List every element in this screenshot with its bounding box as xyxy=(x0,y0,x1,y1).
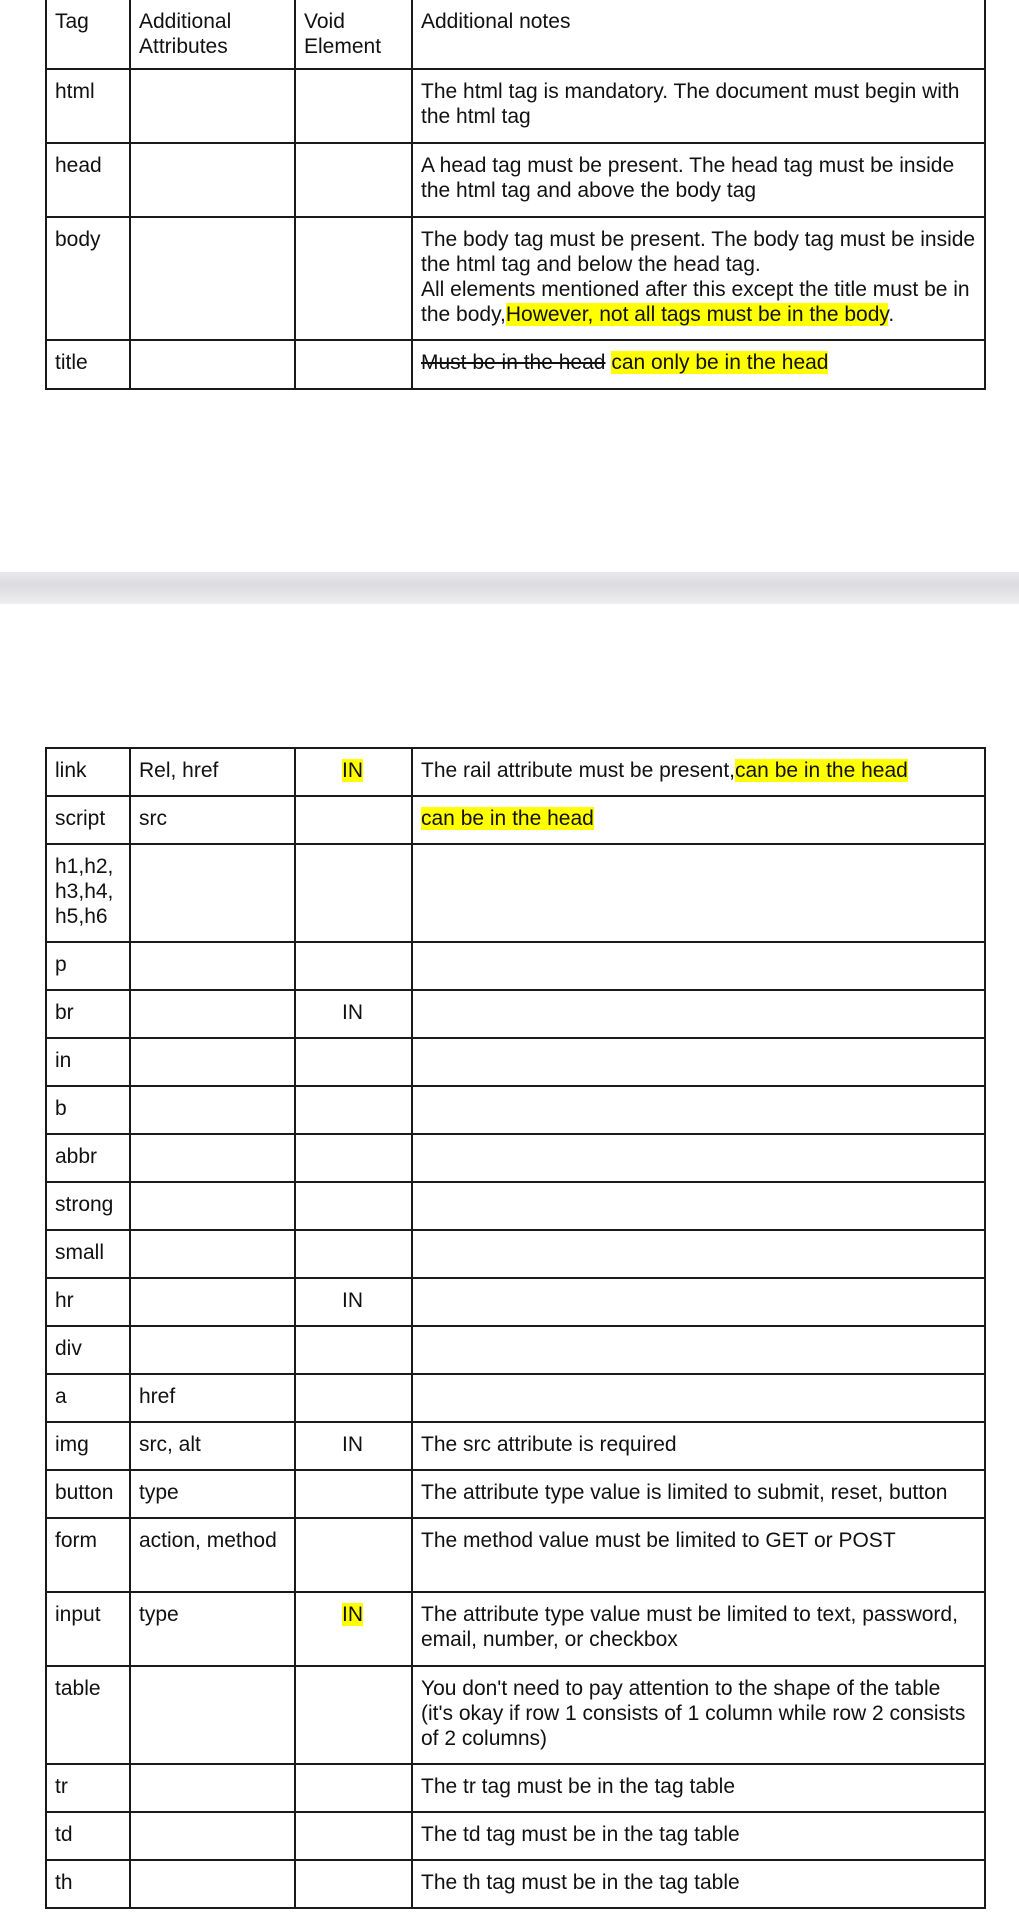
highlighted-note-text: However, not all tags must be in the body xyxy=(505,303,889,326)
header-tag: Tag xyxy=(46,0,130,69)
document-page-bottom xyxy=(0,604,1019,1915)
note-text: . xyxy=(888,303,895,326)
note-text: The tr tag must be in the tag table xyxy=(421,1775,736,1798)
header-additional-attributes: Additional Attributes xyxy=(130,0,295,69)
note-text: The td tag must be in the tag table xyxy=(421,1823,740,1846)
attributes-cell xyxy=(130,1182,295,1230)
void-cell xyxy=(295,990,412,1038)
attributes-cell xyxy=(130,1230,295,1278)
tag-cell: tr xyxy=(46,1764,130,1812)
tag-cell: hr xyxy=(46,1278,130,1326)
table-row xyxy=(46,340,985,389)
note-text: The rail attribute must be present, xyxy=(421,759,735,782)
notes-cell xyxy=(412,1592,985,1666)
tag-cell: input xyxy=(46,1592,130,1666)
table-row xyxy=(46,1470,985,1518)
tag-cell: b xyxy=(46,1086,130,1134)
notes-cell xyxy=(412,217,985,340)
void-cell xyxy=(295,1134,412,1182)
void-cell xyxy=(295,844,412,942)
void-cell xyxy=(295,1278,412,1326)
note-text: You don't need to pay attention to the shape of the table (it's okay if row 1 consists of 1 column while row 2 consists of 2 columns) xyxy=(421,1677,966,1750)
attributes-cell xyxy=(130,1764,295,1812)
attributes-cell: type xyxy=(130,1470,295,1518)
html-tags-table-part-2 xyxy=(45,747,986,1909)
tag-cell: title xyxy=(46,340,130,389)
void-cell xyxy=(295,1592,412,1666)
note-text: All elements mentioned after this except the title must be in the body, xyxy=(421,278,970,326)
notes-cell xyxy=(412,1470,985,1518)
highlighted-note-text: can be in the head xyxy=(421,807,594,830)
highlighted-note-text: can be in the head xyxy=(735,759,908,782)
notes-cell xyxy=(412,1278,985,1326)
table-row xyxy=(46,1038,985,1086)
attributes-cell: src xyxy=(130,796,295,844)
void-element-marker: IN xyxy=(342,1289,363,1312)
table-row xyxy=(46,1812,985,1860)
attributes-cell xyxy=(130,1134,295,1182)
tag-cell: br xyxy=(46,990,130,1038)
note-text: The src attribute is required xyxy=(421,1433,677,1456)
notes-cell xyxy=(412,1230,985,1278)
notes-cell: The html tag is mandatory. The document must begin with the html tag xyxy=(412,69,985,143)
tag-cell: body xyxy=(46,217,130,340)
table-row xyxy=(46,1134,985,1182)
highlighted-note-text: can only be in the head xyxy=(611,351,829,374)
attributes-cell: href xyxy=(130,1374,295,1422)
tag-cell: link xyxy=(46,748,130,796)
table-row xyxy=(46,796,985,844)
header-additional-notes: Additional notes xyxy=(412,0,985,69)
tag-cell: td xyxy=(46,1812,130,1860)
table-row xyxy=(46,1518,985,1592)
tag-cell: abbr xyxy=(46,1134,130,1182)
tag-cell: a xyxy=(46,1374,130,1422)
notes-cell xyxy=(412,796,985,844)
notes-cell xyxy=(412,340,985,389)
notes-cell xyxy=(412,1812,985,1860)
notes-cell xyxy=(412,748,985,796)
table-row xyxy=(46,1278,985,1326)
void-element-marker: IN xyxy=(342,1001,363,1024)
void-cell xyxy=(295,340,412,389)
attributes-cell: type xyxy=(130,1592,295,1666)
notes-cell xyxy=(412,1326,985,1374)
void-cell xyxy=(295,1422,412,1470)
attributes-cell xyxy=(130,1666,295,1764)
void-cell xyxy=(295,1860,412,1908)
void-cell xyxy=(295,1038,412,1086)
table-row xyxy=(46,1374,985,1422)
note-text: The attribute type value must be limited to text, password, email, number, or checkbox xyxy=(421,1603,958,1651)
table-row xyxy=(46,748,985,796)
void-cell xyxy=(295,1518,412,1592)
table-row xyxy=(46,1666,985,1764)
table-row xyxy=(46,844,985,942)
tag-cell: in xyxy=(46,1038,130,1086)
notes-cell xyxy=(412,990,985,1038)
note-text: The body tag must be present. The body tag must be inside the html tag and below the head tag. xyxy=(421,228,976,276)
tag-cell: strong xyxy=(46,1182,130,1230)
void-cell xyxy=(295,748,412,796)
attributes-cell: src, alt xyxy=(130,1422,295,1470)
void-cell xyxy=(295,1086,412,1134)
attributes-cell xyxy=(130,1812,295,1860)
attributes-cell xyxy=(130,1860,295,1908)
attributes-cell xyxy=(130,942,295,990)
void-cell xyxy=(295,69,412,143)
notes-cell xyxy=(412,1134,985,1182)
void-cell xyxy=(295,217,412,340)
table-row xyxy=(46,217,985,340)
table-row xyxy=(46,1230,985,1278)
table-row xyxy=(46,1086,985,1134)
notes-cell: A head tag must be present. The head tag must be inside the html tag and above the body tag xyxy=(412,143,985,217)
void-cell xyxy=(295,1812,412,1860)
void-cell xyxy=(295,1666,412,1764)
attributes-cell xyxy=(130,1038,295,1086)
table-row xyxy=(46,143,985,217)
attributes-cell xyxy=(130,844,295,942)
attributes-cell xyxy=(130,1086,295,1134)
table-row xyxy=(46,1592,985,1666)
strikethrough-note-text: Must be in the head xyxy=(421,351,606,374)
table-row xyxy=(46,1860,985,1908)
attributes-cell xyxy=(130,990,295,1038)
tag-cell: h1,h2, h3,h4, h5,h6 xyxy=(46,844,130,942)
tag-cell: form xyxy=(46,1518,130,1592)
attributes-cell xyxy=(130,143,295,217)
notes-cell xyxy=(412,942,985,990)
void-cell xyxy=(295,796,412,844)
note-text: The method value must be limited to GET or POST xyxy=(421,1529,896,1552)
table-row xyxy=(46,1764,985,1812)
void-element-marker: IN xyxy=(342,759,363,782)
tag-cell: div xyxy=(46,1326,130,1374)
notes-cell xyxy=(412,1860,985,1908)
attributes-cell xyxy=(130,1326,295,1374)
notes-cell xyxy=(412,1086,985,1134)
notes-cell xyxy=(412,1518,985,1592)
table-row xyxy=(46,69,985,143)
attributes-cell xyxy=(130,69,295,143)
void-cell xyxy=(295,942,412,990)
tag-cell: p xyxy=(46,942,130,990)
tag-cell: html xyxy=(46,69,130,143)
table-row xyxy=(46,1182,985,1230)
html-tags-table-part-1 xyxy=(45,0,986,390)
note-text: The th tag must be in the tag table xyxy=(421,1871,740,1894)
notes-cell xyxy=(412,1422,985,1470)
void-element-marker: IN xyxy=(342,1433,363,1456)
tag-cell: th xyxy=(46,1860,130,1908)
header-void-element: Void Element xyxy=(295,0,412,69)
note-text: The attribute type value is limited to submit, reset, button xyxy=(421,1481,948,1504)
table-row xyxy=(46,990,985,1038)
notes-cell xyxy=(412,1374,985,1422)
tag-cell: small xyxy=(46,1230,130,1278)
void-cell xyxy=(295,1374,412,1422)
tag-cell: head xyxy=(46,143,130,217)
table-row xyxy=(46,942,985,990)
notes-cell xyxy=(412,844,985,942)
attributes-cell: action, method xyxy=(130,1518,295,1592)
table-row xyxy=(46,1326,985,1374)
void-cell xyxy=(295,1764,412,1812)
table-row xyxy=(46,1422,985,1470)
void-cell xyxy=(295,1230,412,1278)
void-cell xyxy=(295,1470,412,1518)
void-cell xyxy=(295,1326,412,1374)
tag-cell: img xyxy=(46,1422,130,1470)
notes-cell xyxy=(412,1666,985,1764)
tag-cell: script xyxy=(46,796,130,844)
attributes-cell xyxy=(130,1278,295,1326)
void-element-marker: IN xyxy=(342,1603,363,1626)
table-header-row xyxy=(46,0,985,69)
attributes-cell xyxy=(130,217,295,340)
notes-cell xyxy=(412,1038,985,1086)
notes-cell xyxy=(412,1764,985,1812)
tag-cell: table xyxy=(46,1666,130,1764)
void-cell xyxy=(295,1182,412,1230)
void-cell xyxy=(295,143,412,217)
tag-cell: button xyxy=(46,1470,130,1518)
attributes-cell: Rel, href xyxy=(130,748,295,796)
notes-cell xyxy=(412,1182,985,1230)
attributes-cell xyxy=(130,340,295,389)
page-break-gap xyxy=(0,572,1019,604)
document-page-top xyxy=(0,0,1019,572)
